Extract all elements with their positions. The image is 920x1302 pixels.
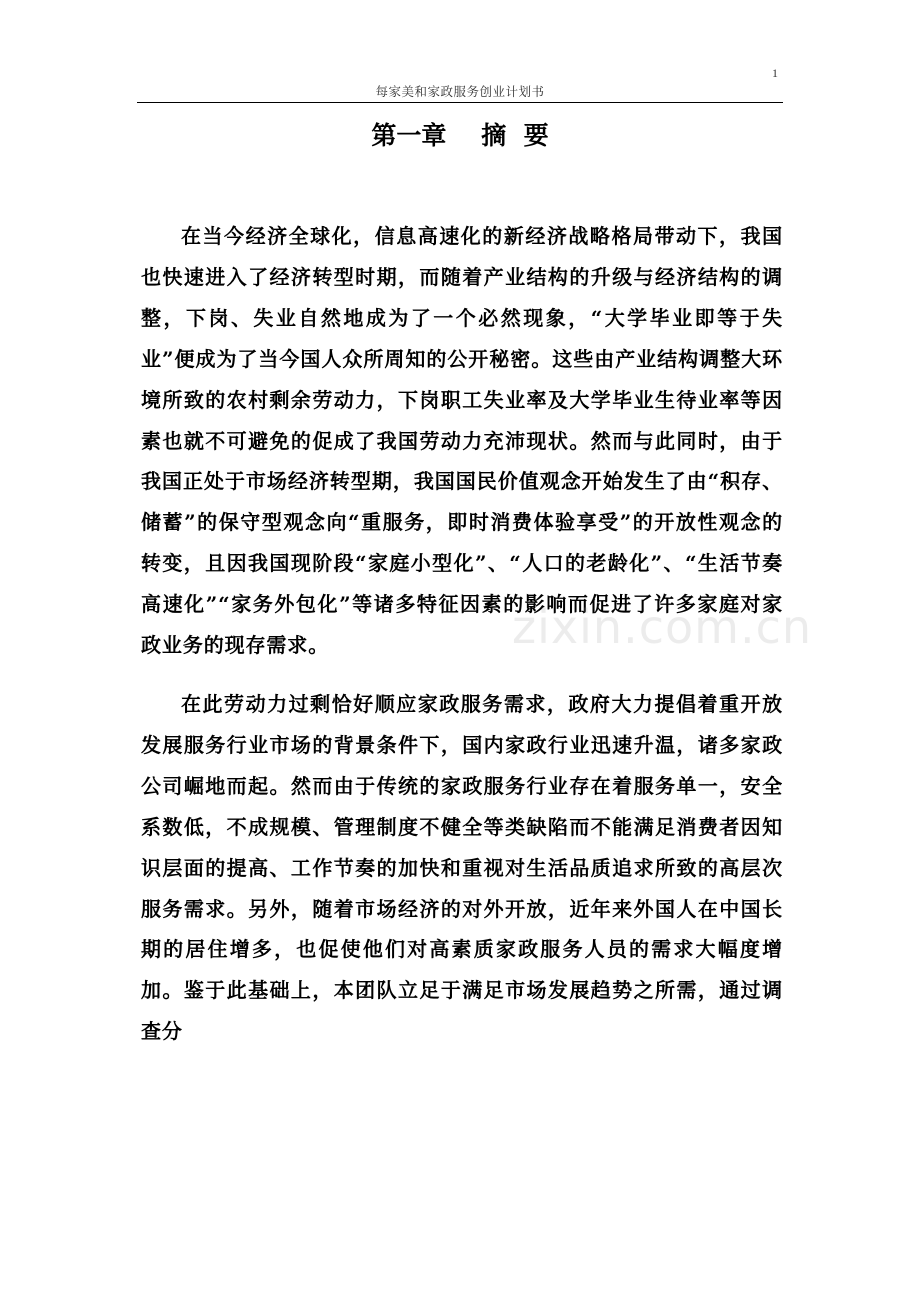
paragraph-2: 在此劳动力过剩恰好顺应家政服务需求，政府大力提倡着重开放发展服务行业市场的背景条件下，国内家政行业迅速升温，诸多家政公司崛地而起。然而由于传统的家政服务行业存在着服务单一，安全系数低，不成规模、管理制度不健全等类缺陷而不能满足消费者因知识层面的提高、工作节奏的加快和重视对生活品质追求所致的高层次服务需求。另外，随着市场经济的对外开放，近年来外国人在中国长期的居住增多，也促使他们对高素质家政服务人员的需求大幅度增加。鉴于此基础上，本团队立足于满足市场发展趋势之所需，通过调查分 xyxy=(141,691,783,1044)
running-header-title: 每家美和家政服务创业计划书 xyxy=(375,84,545,99)
header-divider xyxy=(137,102,783,103)
page-number: 1 xyxy=(772,66,778,80)
chapter-title: 第一章 摘 要 xyxy=(371,121,549,150)
paragraph-1: 在当今经济全球化，信息高速化的新经济战略格局带动下，我国也快速进入了经济转型时期，而随着产业结构的升级与经济结构的调整，下岗、失业自然地成为了一个必然现象，“大学毕业即等于失业”便成为了当今国人众所周知的公开秘密。这些由产业结构调整大环境所致的农村剩余劳动力，下岗职工失业率及大学毕业生待业率等因素也就不可避免的促成了我国劳动力充沛现状。然而与此同时，由于我国正处于市场经济转型期，我国国民价值观念开始发生了由“积存、储蓄”的保守型观念向“重服务，即时消费体验享受”的开放性观念的转变，且因我国现阶段“家庭小型化”、“人口的老龄化”、“生活节奏高速化”“家务外包化”等诸多特征因素的影响而促进了许多家庭对家政业务的现存需求。 xyxy=(141,224,783,658)
watermark: zixin.com.cn xyxy=(512,600,813,654)
